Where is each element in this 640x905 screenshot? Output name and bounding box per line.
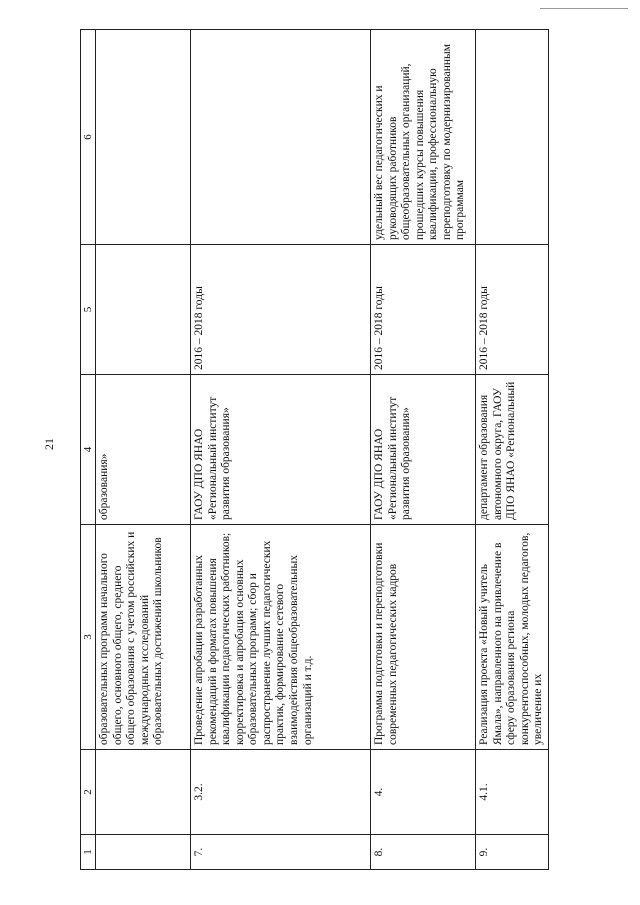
plan-table xyxy=(80,29,549,870)
cell-indicator xyxy=(476,30,549,245)
cell-period: 2016 – 2018 годы xyxy=(191,245,371,375)
header-col-3: 3 xyxy=(81,525,96,750)
cell-indicator xyxy=(191,30,371,245)
cell-period: 2016 – 2018 годы xyxy=(476,245,549,375)
cell-number: 9. xyxy=(476,835,549,870)
cell-number: 7. xyxy=(191,835,371,870)
cell-period xyxy=(96,245,191,375)
cell-activity: Проведение апробации разработанных рекомендаций в форматах повышения квалификации педагогических работников; корректировка и апробация основных образовательных программ; сбор и распространение лучших педагогических практик, формирование сетевого взаимодействия общеобразовательных организаций и т.д. xyxy=(191,525,371,750)
cell-activity: Реализация проекта «Новый учитель Ямала», направленного на привлечение в сферу образования региона конкурентоспособных, молодых педагогов, увеличение их xyxy=(476,525,549,750)
cell-code xyxy=(96,750,191,835)
header-col-4: 4 xyxy=(81,375,96,525)
rotated-table-wrapper xyxy=(80,30,545,870)
cell-code: 3.2. xyxy=(191,750,371,835)
cell-executor: ГАОУ ДПО ЯНАО «Региональный институт развития образования» xyxy=(371,375,476,525)
table-row xyxy=(371,30,476,870)
cell-number: 8. xyxy=(371,835,476,870)
cell-executor: департамент образования автономного округа, ГАОУ ДПО ЯНАО «Региональный xyxy=(476,375,549,525)
table-row xyxy=(191,30,371,870)
cell-executor: образования» xyxy=(96,375,191,525)
top-rule xyxy=(540,8,628,9)
header-col-2: 2 xyxy=(81,750,96,835)
cell-activity: Программа подготовки и переподготовки современных педагогических кадров xyxy=(371,525,476,750)
table-row xyxy=(96,30,191,870)
cell-indicator xyxy=(96,30,191,245)
cell-activity: образовательных программ начального общего, основного общего, среднего общего образования с учетом российских и международных исследований образовательных достижений школьников xyxy=(96,525,191,750)
page-number: 21 xyxy=(42,438,56,450)
header-col-5: 5 xyxy=(81,245,96,375)
header-row xyxy=(81,30,96,870)
table-row xyxy=(476,30,549,870)
cell-code: 4.1. xyxy=(476,750,549,835)
cell-executor: ГАОУ ДПО ЯНАО «Региональный институт развития образования» xyxy=(191,375,371,525)
cell-indicator: удельный вес педагогических и руководящих работников общеобразовательных организаций, прошедших курсы повышения квалификации, профессиональную переподготовку по модернизированным программам xyxy=(371,30,476,245)
header-col-6: 6 xyxy=(81,30,96,245)
header-col-1: 1 xyxy=(81,835,96,870)
cell-period: 2016 – 2018 годы xyxy=(371,245,476,375)
cell-number xyxy=(96,835,191,870)
cell-code: 4. xyxy=(371,750,476,835)
